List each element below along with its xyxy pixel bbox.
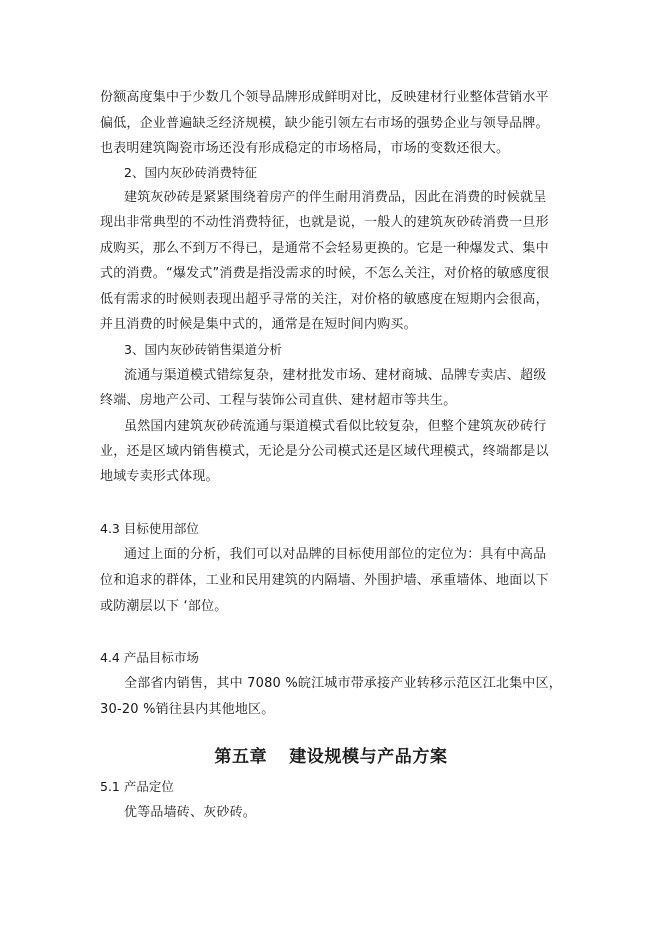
paragraph-line: 地域专卖形式体现。: [100, 469, 219, 484]
section-heading-4-4: 4.4 产品目标市场: [100, 650, 199, 665]
paragraph-line: 偏低，企业普遍缺乏经济规模，缺少能引领左右市场的强势企业与领导品牌。: [100, 116, 549, 131]
paragraph-line: 并且消费的时候是集中式的，通常是在短时间内购买。: [100, 317, 417, 332]
section-heading-5-1: 5.1 产品定位: [100, 779, 174, 794]
paragraph-line: 现出非常典型的不动性消费特征，也就是说，一般人的建筑灰砂砖消费一旦形: [100, 215, 549, 230]
paragraph-line: 通过上面的分析，我们可以对品牌的目标使用部位的定位为：具有中高品: [124, 547, 547, 562]
paragraph-line: 流通与渠道模式错综复杂，建材批发市场、建材商城、品牌专卖店、超级: [124, 368, 547, 383]
paragraph-line: 份额高度集中于少数几个领导品牌形成鲜明对比，反映建材行业整体营销水平: [100, 90, 549, 105]
paragraph-line: 低有需求的时候则表现出超乎寻常的关注，对价格的敏感度在短期内会很高，: [100, 292, 549, 307]
paragraph-line: 30-20 %销往县内其他地区。: [100, 702, 275, 717]
paragraph-line: 成购买，那么不到万不得已，是通常不会轻易更换的。它是一种爆发式、集中: [100, 241, 549, 256]
chapter-number: 第五章: [214, 747, 268, 767]
section-heading-consumption: 2、国内灰砂砖消费特征: [124, 165, 257, 180]
chapter-name: 建设规模与产品方案: [289, 747, 448, 767]
section-heading-4-3: 4.3 目标使用部位: [100, 521, 199, 536]
paragraph-line: 终端、房地产公司、工程与装饰公司直供、建材超市等共生。: [100, 393, 457, 408]
paragraph-line: 业，还是区域内销售模式，无论是分公司模式还是区域代理模式，终端都是以: [100, 444, 549, 459]
paragraph-line: 式的消费。“爆发式”消费是指没需求的时候，不怎么关注，对价格的敏感度很: [100, 266, 550, 281]
paragraph-line: 优等品墙砖、灰砂砖。: [124, 805, 257, 820]
paragraph-line: 虽然国内建筑灰砂砖流通与渠道模式看似比较复杂，但整个建筑灰砂砖行: [124, 419, 547, 434]
chapter-title: [0, 744, 662, 770]
paragraph-line: 或防潮层以下 ‘部位。: [100, 599, 228, 614]
paragraph-line: 也表明建筑陶瓷市场还没有形成稳定的市场格局，市场的变数还很大。: [100, 141, 510, 156]
paragraph-line: 全部省内销售，其中 7080 %皖江城市带承接产业转移示范区江北集中区，: [124, 676, 562, 691]
paragraph-line: 位和追求的群体，工业和民用建筑的内隔墙、外围护墙、承重墙体、地面以下: [100, 573, 549, 588]
paragraph-line: 建筑灰砂砖是紧紧围绕着房产的伴生耐用消费品，因此在消费的时候就呈: [124, 190, 547, 205]
section-heading-channels: 3、国内灰砂砖销售渠道分析: [124, 342, 282, 357]
